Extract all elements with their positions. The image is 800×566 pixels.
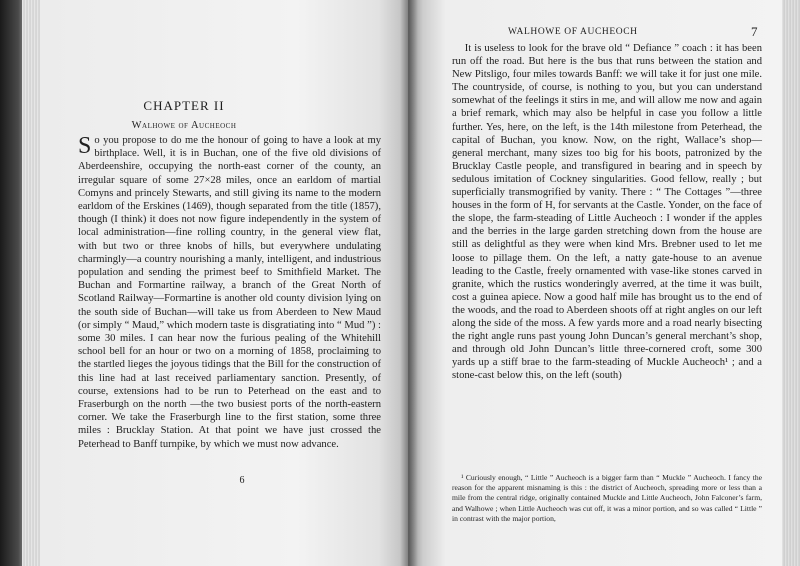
- left-page-body: [78, 134, 381, 451]
- left-page-number: 6: [239, 475, 245, 486]
- left-paragraph-text: o you propose to do me the honour of going to have a look at my birthplace. Well, it is in Buchan, one of the five old divisions of Aberdeenshire, occupying the north-east corner of the county, an irregular square of some 27×28 miles, once an earldom of martial Comyns and princely Stewarts, and still giving its name to the modern earldom of the Erskines (1469), though separated from the title (1857), though (I think) it does not now figure independently in the system of local administration—fine rolling country, in the general view flat, with but two or three knobs of hills, but everywhere undulating charmingly—a country nourishing a manly, intelligent, and industrious population and sending the primest beef to Smithfield Market. The Buchan and Formartine railway, a branch of the Great North of Scotland Railway—Formartine is another old county division lying on the south side of Buchan—will take us from Aberdeen to New Maud (or simply “ Maud,” which modern taste is disgratiating into “ Mud ”) : some 30 miles. I can hear now the furious pealing of the Whitehill school bell for an hour or two on a morning of 1858, proclaiming to the startled lieges the joyous tidings that the Bill for the construction of this line had at last received parliamentary sanction. Presently, of course, extensions had to be run to Peterhead on the east and to Fraserburgh on the north —the two busiest ports of the north-eastern corner. We take the Fraserburgh line to the first station, some three miles : Brucklay Station. At that point we have just crossed the Peterhead to Banff turnpike, by which we must now advance.: [78, 135, 381, 450]
- left-paragraph: [78, 134, 381, 451]
- right-page-number: 7: [751, 24, 758, 39]
- chapter-heading: CHAPTER II: [143, 98, 225, 113]
- drop-cap: S: [78, 133, 92, 159]
- chapter-subtitle: Walhowe of Aucheoch: [131, 120, 237, 131]
- footnote-text: ¹ Curiously enough, “ Little ” Aucheoch is a bigger farm than “ Muckle ” Aucheoch. I fancy the reason for the apparent misnaming is this : the district of Aucheoch, spreading more or less than a mile from the central ridge, originally contained Muckle and Little Aucheoch, John Falconer’s farm, and Walhowe ; when Little Aucheoch was cut off, it was a minor portion, and so was called “ Little ” in contrast with the major portion,: [452, 473, 762, 523]
- footnote: [452, 473, 762, 524]
- right-paragraph: It is useless to look for the brave old “ Defiance ” coach : it has been run off the road. But here is the bus that runs between the station and New Pitsligo, four miles towards Banff: we will take it for just one mile. The countryside, of course, is nothing to you, but you can understand somewhat of the feelings it stirs in me, and will allow me now and again a brief remark, which may also be helpful in case you follow a little further. Yes, here, on the left, is the 14th milestone from Peterhead, the capital of Buchan, you know. Now, on the right, Wallace’s shop—general merchant, many sizes too big for his boots, patronized by the Brucklay Castle people, and transfigured in bearing and in speech by sedulous imitation of Cockney singularities. Good fellow, really ; but superficially transmogrified by vanity. There : “ The Cottages ”—three houses in the form of H, for servants at the Castle. Yonder, on the face of the slope, the farm-steading of Little Aucheoch : I wonder if the apples and the berries in the large garden stretching down from the house are still as delightful as they were when kind Mrs. Brebner used to let me loose to pillage them. On the left, a natty gate-house to an avenue leading to the Castle, freely ornamented with vase-like stones carved in granite, which the rustics wonderingly averred, at the time it was built, cost a guinea apiece. Now a good half mile has brought us to the end of the woods, and the road to Aberdeen shoots off at right angles on our left along the side of the moss. A few yards more and a road nearly bisecting the right angle runs past young John Duncan’s general merchant’s shop, and through old John Duncan’s little three-cornered croft, some 300 yards up a stiff brae to the farm-steading of Muckle Aucheoch¹ ; and a stone-cast below this, on the left (south): [452, 43, 762, 382]
- right-page-edges: [782, 0, 800, 566]
- right-page-body: [452, 42, 762, 382]
- running-head: WALHOWE OF AUCHEOCH: [508, 27, 638, 37]
